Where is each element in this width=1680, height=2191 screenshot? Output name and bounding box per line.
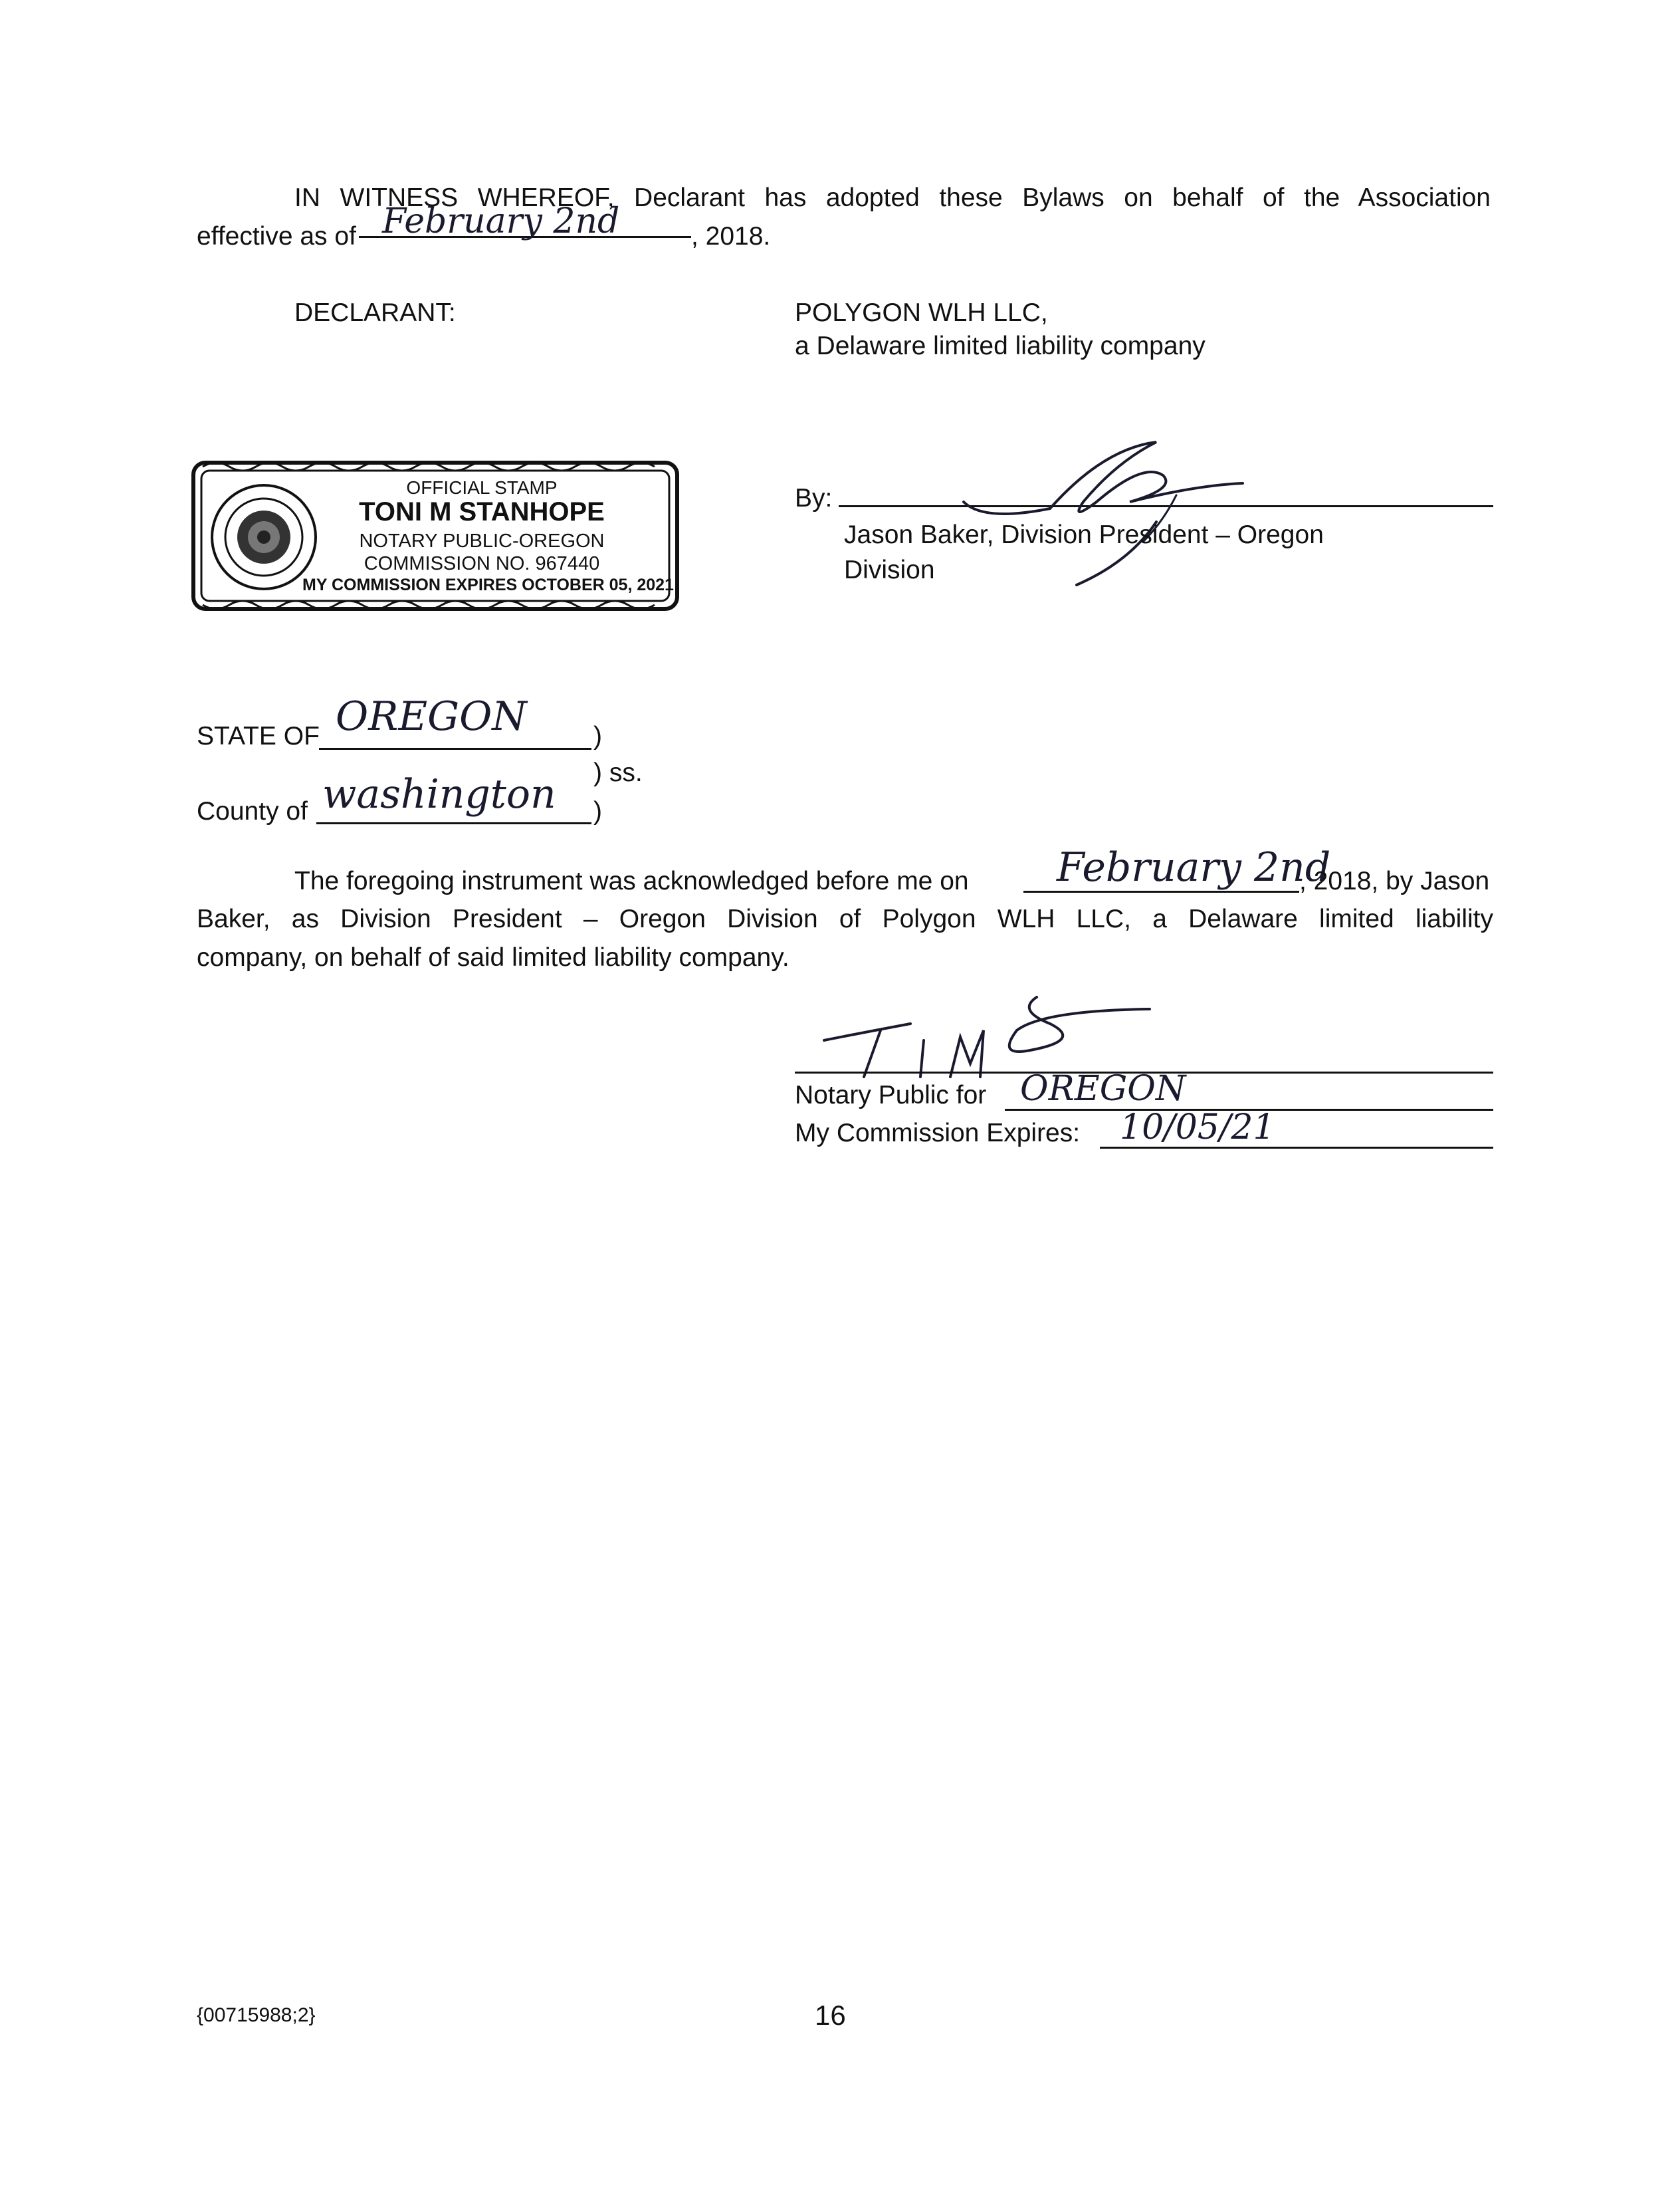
county-close: )	[593, 797, 602, 826]
notary-public-for-handwritten: OREGON	[1020, 1069, 1186, 1109]
ack-date-line	[1023, 891, 1299, 893]
declarant-company: POLYGON WLH LLC,	[795, 298, 1048, 327]
stamp-role: NOTARY PUBLIC-OREGON	[359, 530, 605, 552]
effective-prefix: effective as of	[197, 222, 356, 251]
county-label: County of	[197, 797, 308, 826]
state-close: )	[593, 722, 602, 750]
state-label: STATE OF	[197, 722, 320, 750]
ack-date-handwritten: February 2nd	[1057, 844, 1331, 891]
effective-suffix: , 2018.	[691, 222, 771, 251]
notary-public-for-label: Notary Public for	[795, 1081, 987, 1109]
ss-label: ) ss.	[593, 758, 643, 787]
notary-stamp	[189, 459, 681, 613]
stamp-expires: MY COMMISSION EXPIRES OCTOBER 05, 2021	[302, 576, 674, 594]
ack-line-1-prefix: The foregoing instrument was acknowledged before me on	[294, 867, 969, 895]
stamp-title: OFFICIAL STAMP	[406, 477, 558, 498]
declarant-company-desc: a Delaware limited liability company	[795, 332, 1206, 360]
commission-expires-label: My Commission Expires:	[795, 1119, 1081, 1147]
commission-expires-handwritten: 10/05/21	[1120, 1107, 1275, 1147]
page-number: 16	[815, 2000, 846, 2031]
doc-id: {00715988;2}	[197, 2004, 316, 2026]
ack-line-2: Baker, as Division President – Oregon Division of Polygon WLH LLC, a Delaware limited liability	[197, 905, 1493, 933]
ack-line-1-suffix: , 2018, by Jason	[1299, 867, 1490, 895]
by-label: By:	[795, 484, 833, 513]
stamp-commission: COMMISSION NO. 967440	[364, 553, 600, 574]
state-value-handwritten: OREGON	[336, 693, 527, 740]
county-line	[316, 822, 591, 824]
signer-line-1: Jason Baker, Division President – Oregon	[844, 520, 1324, 549]
stamp-name: TONI M STANHOPE	[359, 497, 605, 526]
signer-line-2: Division	[844, 556, 935, 584]
state-line	[319, 748, 591, 750]
ack-line-3: company, on behalf of said limited liability company.	[197, 943, 789, 972]
signature-image	[944, 422, 1249, 588]
witness-line-1: IN WITNESS WHEREOF, Declarant has adopted these Bylaws on behalf of the Association	[294, 183, 1491, 212]
county-value-handwritten: washington	[322, 771, 556, 818]
declarant-label: DECLARANT:	[294, 298, 456, 327]
effective-date-handwritten: February 2nd	[382, 201, 620, 241]
